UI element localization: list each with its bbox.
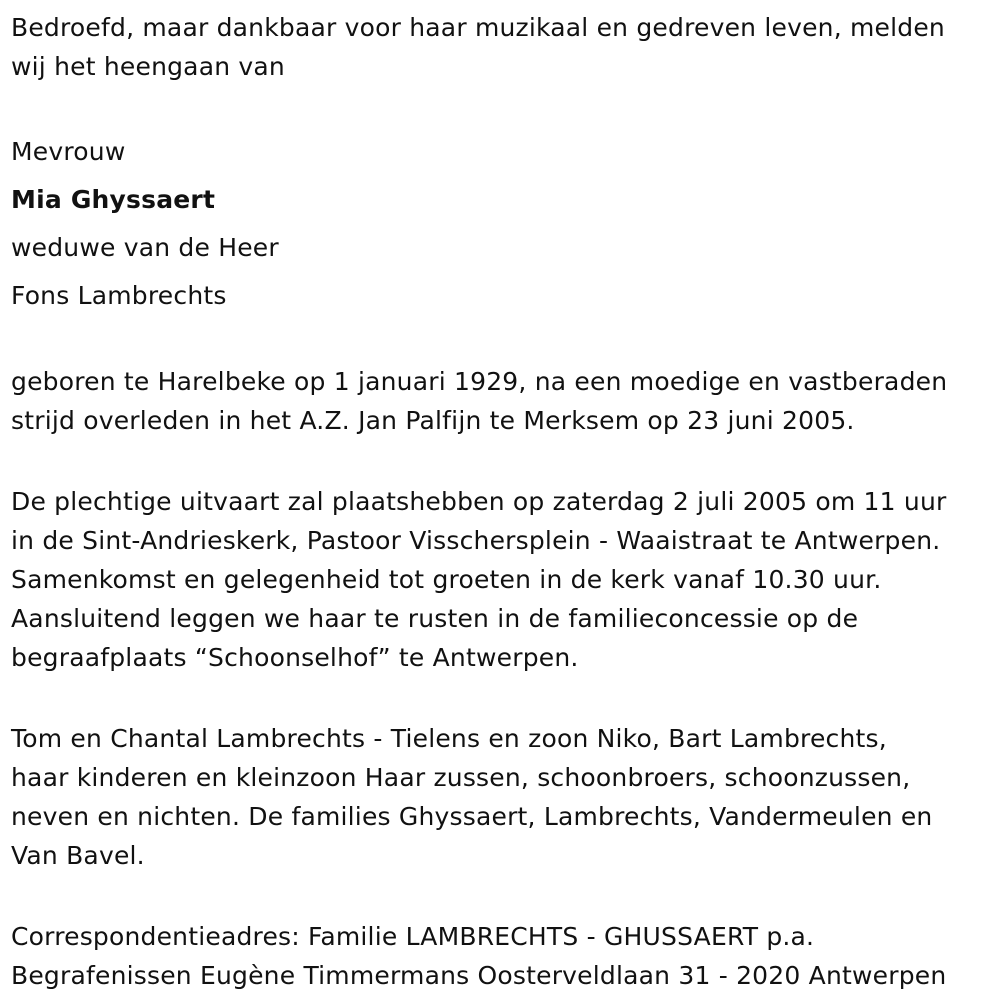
deceased-block (11, 128, 996, 320)
funeral-line: in de Sint-Andrieskerk, Pastoor Visschersplein - Waaistraat te Antwerpen. (11, 526, 941, 555)
birth-death-paragraph (11, 362, 996, 440)
intro-paragraph (11, 8, 996, 86)
birth-death-line: strijd overleden in het A.Z. Jan Palfijn te Merksem op 23 juni 2005. (11, 406, 855, 435)
family-line: Tom en Chantal Lambrechts - Tielens en zoon Niko, Bart Lambrechts, (11, 724, 887, 753)
correspondence-line: Begrafenissen Eugène Timmermans Oosterveldlaan 31 - 2020 Antwerpen (11, 961, 947, 990)
family-paragraph (11, 719, 996, 875)
relation: weduwe van de Heer (11, 233, 279, 262)
salutation: Mevrouw (11, 137, 126, 166)
funeral-line: Samenkomst en gelegenheid tot groeten in de kerk vanaf 10.30 uur. (11, 565, 882, 594)
funeral-paragraph (11, 482, 996, 677)
obituary-notice (11, 8, 996, 995)
correspondence-line: Correspondentieadres: Familie LAMBRECHTS - GHUSSAERT p.a. (11, 922, 815, 951)
family-line: neven en nichten. De families Ghyssaert, Lambrechts, Vandermeulen en (11, 802, 933, 831)
intro-line: Bedroefd, maar dankbaar voor haar muzikaal en gedreven leven, melden (11, 13, 945, 42)
deceased-name: Mia Ghyssaert (11, 185, 216, 214)
birth-death-line: geboren te Harelbeke op 1 januari 1929, na een moedige en vastberaden (11, 367, 948, 396)
correspondence-paragraph (11, 917, 996, 995)
spouse-name: Fons Lambrechts (11, 281, 227, 310)
funeral-line: Aansluitend leggen we haar te rusten in de familieconcessie op de (11, 604, 859, 633)
family-line: Van Bavel. (11, 841, 145, 870)
funeral-line: begraafplaats “Schoonselhof” te Antwerpen. (11, 643, 579, 672)
intro-line: wij het heengaan van (11, 52, 285, 81)
family-line: haar kinderen en kleinzoon Haar zussen, schoonbroers, schoonzussen, (11, 763, 911, 792)
funeral-line: De plechtige uitvaart zal plaatshebben op zaterdag 2 juli 2005 om 11 uur (11, 487, 947, 516)
